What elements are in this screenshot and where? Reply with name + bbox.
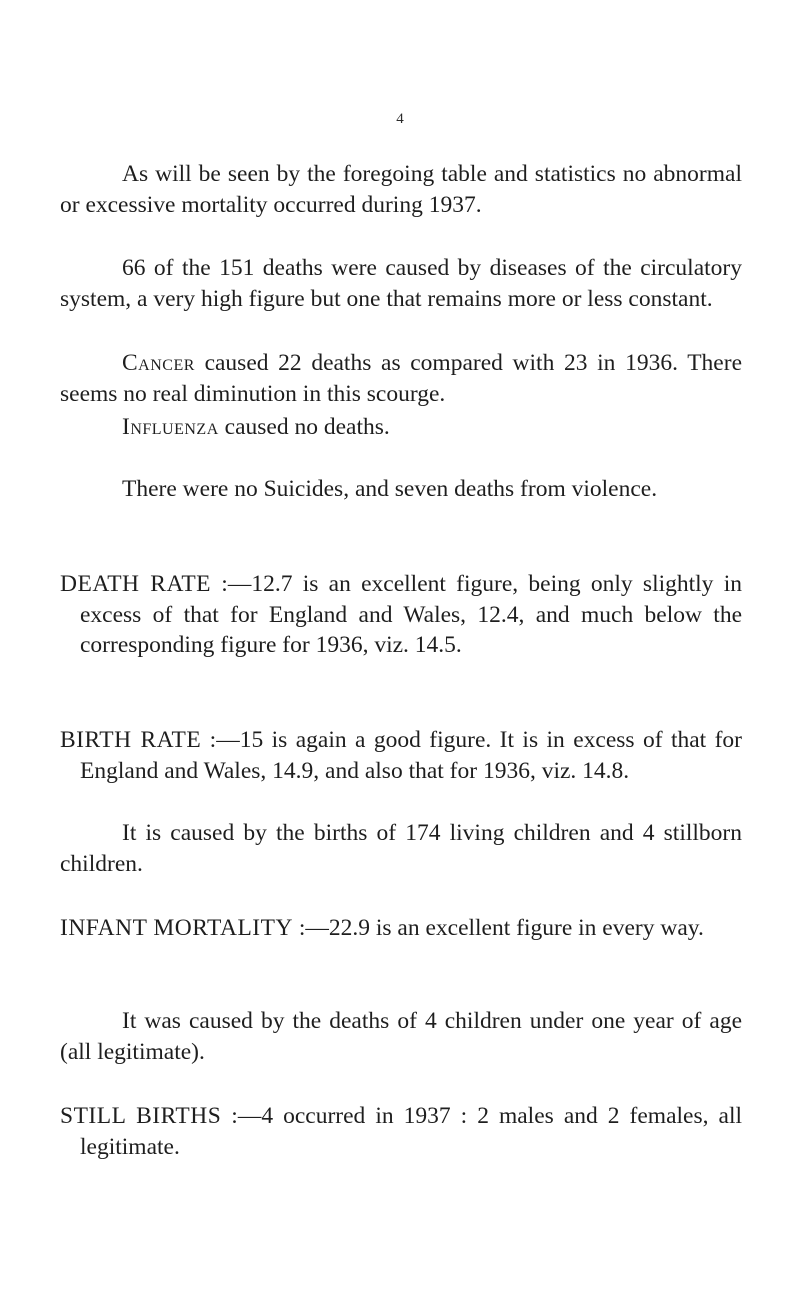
paragraph-cancer xyxy=(60,348,742,409)
infant-mortality-text: :—22.9 is an excellent figure in every way. xyxy=(292,915,704,941)
cancer-heading: Cancer xyxy=(122,350,195,376)
still-births-heading: STILL BIRTHS xyxy=(60,1103,222,1129)
paragraph-intro: As will be seen by the foregoing table and statistics no abnormal or excessive mortality occurred during 1937. xyxy=(60,161,742,218)
paragraph-suicides: There were no Suicides, and seven deaths from violence. xyxy=(122,476,658,502)
paragraph-influenza xyxy=(60,412,742,443)
paragraph-infant-deaths: It was caused by the deaths of 4 children under one year of age (all legitimate). xyxy=(60,1008,742,1065)
paragraph-births: It is caused by the births of 174 living children and 4 stillborn children. xyxy=(60,820,742,877)
birth-rate-heading: BIRTH RATE xyxy=(60,727,202,753)
death-rate-text: :—12.7 is an excellent figure, being only slightly in excess of that for England and Wales, 12.4, and much below the corresponding figure for 1936, viz. 14.5. xyxy=(80,571,742,658)
influenza-text: caused no deaths. xyxy=(218,414,390,440)
influenza-heading: Influenza xyxy=(122,414,219,440)
paragraph-still-births xyxy=(60,1101,742,1162)
death-rate-heading: DEATH RATE xyxy=(60,571,212,597)
paragraph-death-rate xyxy=(60,569,742,661)
still-births-text: :—4 occurred in 1937 : 2 males and 2 females, all legitimate. xyxy=(80,1103,742,1160)
page-number: 4 xyxy=(396,111,404,127)
cancer-text: caused 22 deaths as compared with 23 in 1936. There seems no real diminution in this scourge. xyxy=(60,350,742,407)
paragraph-birth-rate xyxy=(60,725,742,786)
paragraph-circulatory: 66 of the 151 deaths were caused by diseases of the circulatory system, a very high figure but one that remains more or less constant. xyxy=(60,255,742,312)
birth-rate-text: :—15 is again a good figure. It is in excess of that for England and Wales, 14.9, and also that for 1936, viz. 14.8. xyxy=(80,727,742,784)
infant-mortality-heading: INFANT MORTALITY xyxy=(60,915,293,941)
paragraph-infant-mortality xyxy=(60,913,742,944)
